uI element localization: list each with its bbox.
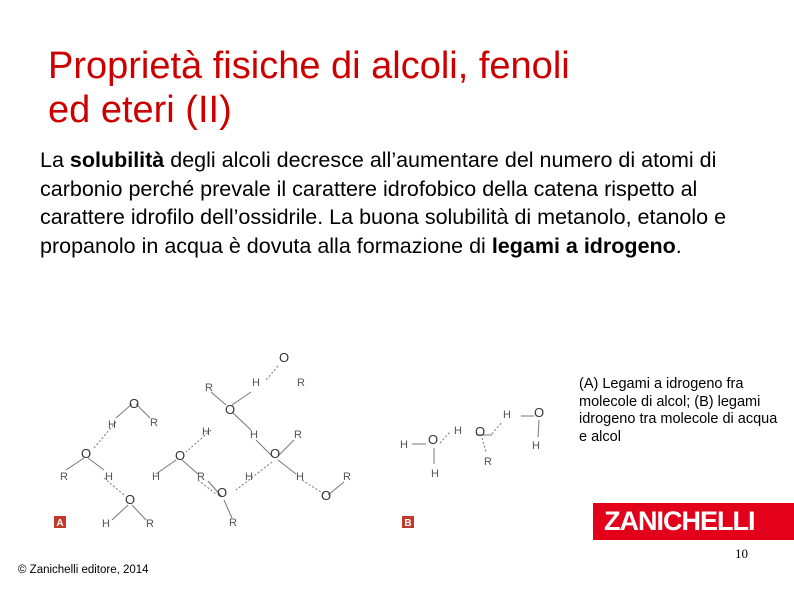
panel-label-b — [402, 516, 414, 529]
atom-o: O — [320, 488, 332, 503]
atom-r: R — [146, 518, 154, 530]
atom-r: R — [60, 471, 68, 483]
copyright-footer: © Zanichelli editore, 2014 — [18, 564, 149, 576]
para-text-2: degli alcoli decresce all’aumentare del numero di atomi di carbonio perché prevale il carattere idrofobico della catena rispetto al carattere idrofilo dell’ossidrile. La buona solubilità di metanolo, etanolo e propanolo in acqua è dovuta alla formazione di — [40, 148, 727, 258]
panel-label-a — [54, 516, 66, 529]
atom-o: O — [174, 448, 186, 463]
slide-title — [48, 44, 748, 132]
atom-h: H — [400, 439, 408, 451]
atom-o: O — [124, 492, 136, 507]
atom-h: H — [454, 425, 462, 437]
para-bold-solubilita: solubilità — [69, 148, 165, 172]
atom-h: H — [532, 440, 540, 452]
page-number: 10 — [735, 546, 748, 561]
atom-h: H — [503, 409, 511, 421]
title-line-2: ed eteri (II) — [48, 89, 232, 131]
hydrogen-bond-figure — [46, 340, 566, 535]
atom-h: H — [105, 471, 113, 483]
atom-h: H — [152, 471, 160, 483]
svg-text:B: B — [404, 518, 412, 529]
atom-h: H — [202, 426, 210, 438]
atom-o: O — [474, 424, 486, 439]
atom-r: R — [294, 429, 302, 441]
atom-o: O — [128, 396, 140, 411]
atom-h: H — [431, 468, 439, 480]
atom-r: R — [150, 417, 158, 429]
atom-r: R — [205, 382, 213, 394]
atom-o: O — [80, 446, 92, 461]
atom-h: H — [252, 377, 260, 389]
atom-o: O — [224, 402, 236, 417]
figure-caption: (A) Legami a idrogeno fra molecole di alcol; (B) legami idrogeno tra molecole di acqua e alcol — [579, 376, 778, 445]
atom-h: H — [108, 419, 116, 431]
atom-r: R — [297, 377, 305, 389]
para-bold-legami: legami a idrogeno — [491, 233, 676, 258]
atom-o: O — [216, 485, 228, 500]
atom-h: H — [296, 471, 304, 483]
atom-r: R — [343, 471, 351, 483]
atom-r: R — [484, 456, 492, 468]
atom-h: H — [245, 471, 253, 483]
atom-o: O — [533, 405, 545, 420]
atom-r: R — [229, 517, 237, 529]
atom-o: O — [269, 446, 281, 461]
para-text-1: La — [40, 148, 70, 172]
atom-o: O — [278, 350, 290, 365]
atom-o: O — [427, 432, 439, 447]
svg-text:A: A — [56, 518, 64, 529]
para-text-3: . — [675, 233, 682, 258]
atom-h: H — [102, 518, 110, 530]
atom-r: R — [197, 471, 205, 483]
title-line-1: Proprietà fisiche di alcoli, fenoli — [48, 45, 570, 87]
body-paragraph — [40, 146, 752, 260]
publisher-logo: ZANICHELLI — [593, 503, 794, 540]
atom-h: H — [250, 429, 258, 441]
